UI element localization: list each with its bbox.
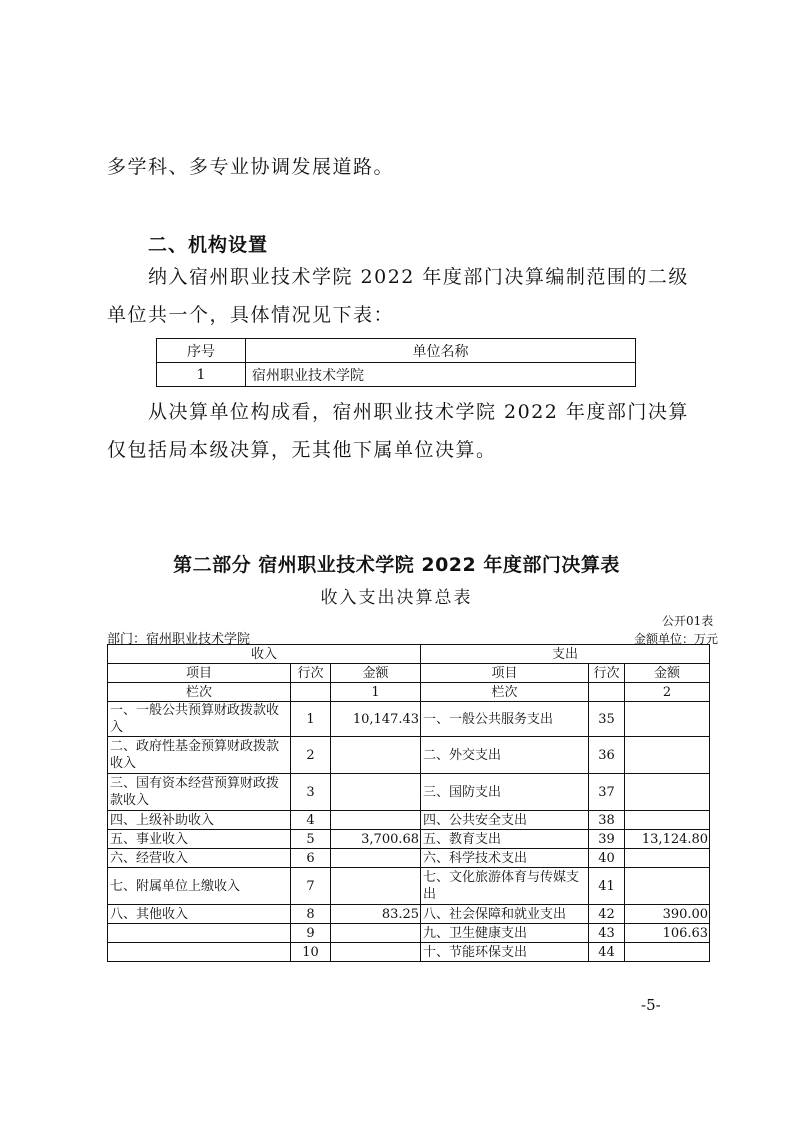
expense-item-cell: 二、外交支出 (421, 737, 589, 774)
unit-table-header-no: 序号 (157, 339, 246, 363)
expense-amount-cell (625, 737, 710, 774)
expense-item-cell: 四、公共安全支出 (421, 811, 589, 830)
table-row (108, 811, 710, 830)
paragraph-composition-line1: 从决算单位构成看，宿州职业技术学院 2022 年度部门决算 (148, 401, 689, 423)
income-amount-cell: 3,700.68 (331, 830, 421, 849)
income-item-cell (108, 924, 291, 943)
expense-amount-cell (625, 774, 710, 811)
department-label: 部门：宿州职业技术学院 (107, 632, 251, 647)
income-item-cell: 八、其他收入 (108, 905, 291, 924)
income-line-cell: 3 (291, 774, 331, 811)
income-line-cell: 10 (291, 943, 331, 962)
income-amount-cell (331, 849, 421, 868)
unit-table (156, 338, 636, 387)
unit-table-cell-no: 1 (157, 363, 246, 387)
income-line-cell: 4 (291, 811, 331, 830)
expense-column-number: 2 (625, 683, 710, 702)
table-row (108, 868, 710, 905)
unit-table-header (157, 339, 636, 363)
income-item-cell: 四、上级补助收入 (108, 811, 291, 830)
expense-line-header: 行次 (589, 664, 625, 683)
income-header: 收入 (108, 645, 421, 664)
table-section-header-row (108, 645, 710, 664)
expense-item-cell: 七、文化旅游体育与传媒支出 (421, 868, 589, 905)
expense-line-cell: 42 (589, 905, 625, 924)
expense-line-cell: 35 (589, 702, 625, 737)
expense-line-cell: 43 (589, 924, 625, 943)
expense-item-cell: 九、卫生健康支出 (421, 924, 589, 943)
income-item-cell: 一、一般公共预算财政拨款收入 (108, 702, 291, 737)
expense-line-cell: 41 (589, 868, 625, 905)
income-line-cell: 2 (291, 737, 331, 774)
expense-amount-cell (625, 702, 710, 737)
table-row (108, 830, 710, 849)
paragraph-continuation: 多学科、多专业协调发展道路。 (107, 156, 395, 178)
income-item-header: 项目 (108, 664, 291, 683)
expense-item-cell: 五、教育支出 (421, 830, 589, 849)
table-row (108, 849, 710, 868)
expense-header: 支出 (421, 645, 710, 664)
table-row (157, 363, 636, 387)
table-row (108, 905, 710, 924)
table-title: 收入支出决算总表 (320, 588, 473, 608)
expense-line-cell: 37 (589, 774, 625, 811)
expense-line-cell: 40 (589, 849, 625, 868)
income-line-cell: 6 (291, 849, 331, 868)
page-number: -5- (641, 996, 661, 1014)
income-line-cell: 1 (291, 702, 331, 737)
unit-table-header-name: 单位名称 (246, 339, 636, 363)
income-row-label: 栏次 (108, 683, 291, 702)
income-amount-header: 金额 (331, 664, 421, 683)
part-title: 第二部分 宿州职业技术学院 2022 年度部门决算表 (173, 554, 620, 576)
expense-amount-cell (625, 943, 710, 962)
income-amount-cell: 10,147.43 (331, 702, 421, 737)
income-amount-cell (331, 943, 421, 962)
expense-line-cell: 38 (589, 811, 625, 830)
income-amount-cell: 83.25 (331, 905, 421, 924)
table-row (108, 943, 710, 962)
unit-table-cell-name: 宿州职业技术学院 (246, 363, 636, 387)
paragraph-composition-line2: 仅包括局本级决算，无其他下属单位决算。 (107, 439, 497, 461)
expense-amount-cell (625, 868, 710, 905)
expense-amount-cell: 106.63 (625, 924, 710, 943)
income-column-number: 1 (331, 683, 421, 702)
expense-amount-cell: 13,124.80 (625, 830, 710, 849)
expense-row-label: 栏次 (421, 683, 589, 702)
section-heading: 二、机构设置 (148, 234, 269, 256)
income-expense-body (108, 702, 710, 962)
income-item-cell: 五、事业收入 (108, 830, 291, 849)
paragraph-scope-line2: 单位共一个，具体情况见下表： (107, 304, 395, 326)
expense-amount-cell (625, 849, 710, 868)
expense-amount-header: 金额 (625, 664, 710, 683)
expense-item-cell: 一、一般公共服务支出 (421, 702, 589, 737)
expense-item-cell: 十、节能环保支出 (421, 943, 589, 962)
income-line-cell: 8 (291, 905, 331, 924)
expense-amount-cell: 390.00 (625, 905, 710, 924)
expense-amount-cell (625, 811, 710, 830)
income-item-cell (108, 943, 291, 962)
table-row (108, 737, 710, 774)
income-amount-cell (331, 811, 421, 830)
income-item-cell: 七、附属单位上缴收入 (108, 868, 291, 905)
expense-line-cell: 36 (589, 737, 625, 774)
expense-item-header: 项目 (421, 664, 589, 683)
income-line-header: 行次 (291, 664, 331, 683)
income-amount-cell (331, 868, 421, 905)
expense-item-cell: 三、国防支出 (421, 774, 589, 811)
income-item-cell: 三、国有资本经营预算财政拨款收入 (108, 774, 291, 811)
income-amount-cell (331, 737, 421, 774)
column-number-row (108, 683, 710, 702)
expense-line-cell: 39 (589, 830, 625, 849)
income-line-cell: 7 (291, 868, 331, 905)
income-amount-cell (331, 924, 421, 943)
table-row (108, 774, 710, 811)
income-amount-cell (331, 774, 421, 811)
paragraph-scope-line1: 纳入宿州职业技术学院 2022 年度部门决算编制范围的二级 (148, 266, 689, 288)
income-line-cell: 5 (291, 830, 331, 849)
expense-line-cell: 44 (589, 943, 625, 962)
form-code: 公开01表 (662, 614, 714, 628)
column-header-row (108, 664, 710, 683)
income-item-cell: 二、政府性基金预算财政拨款收入 (108, 737, 291, 774)
income-line-number-cell (291, 683, 331, 702)
expense-item-cell: 六、科学技术支出 (421, 849, 589, 868)
income-item-cell: 六、经营收入 (108, 849, 291, 868)
table-row (108, 702, 710, 737)
expense-item-cell: 八、社会保障和就业支出 (421, 905, 589, 924)
income-line-cell: 9 (291, 924, 331, 943)
amount-unit: 金额单位：万元 (634, 632, 719, 646)
expense-line-number-cell (589, 683, 625, 702)
income-expense-table (107, 644, 710, 962)
table-row (108, 924, 710, 943)
